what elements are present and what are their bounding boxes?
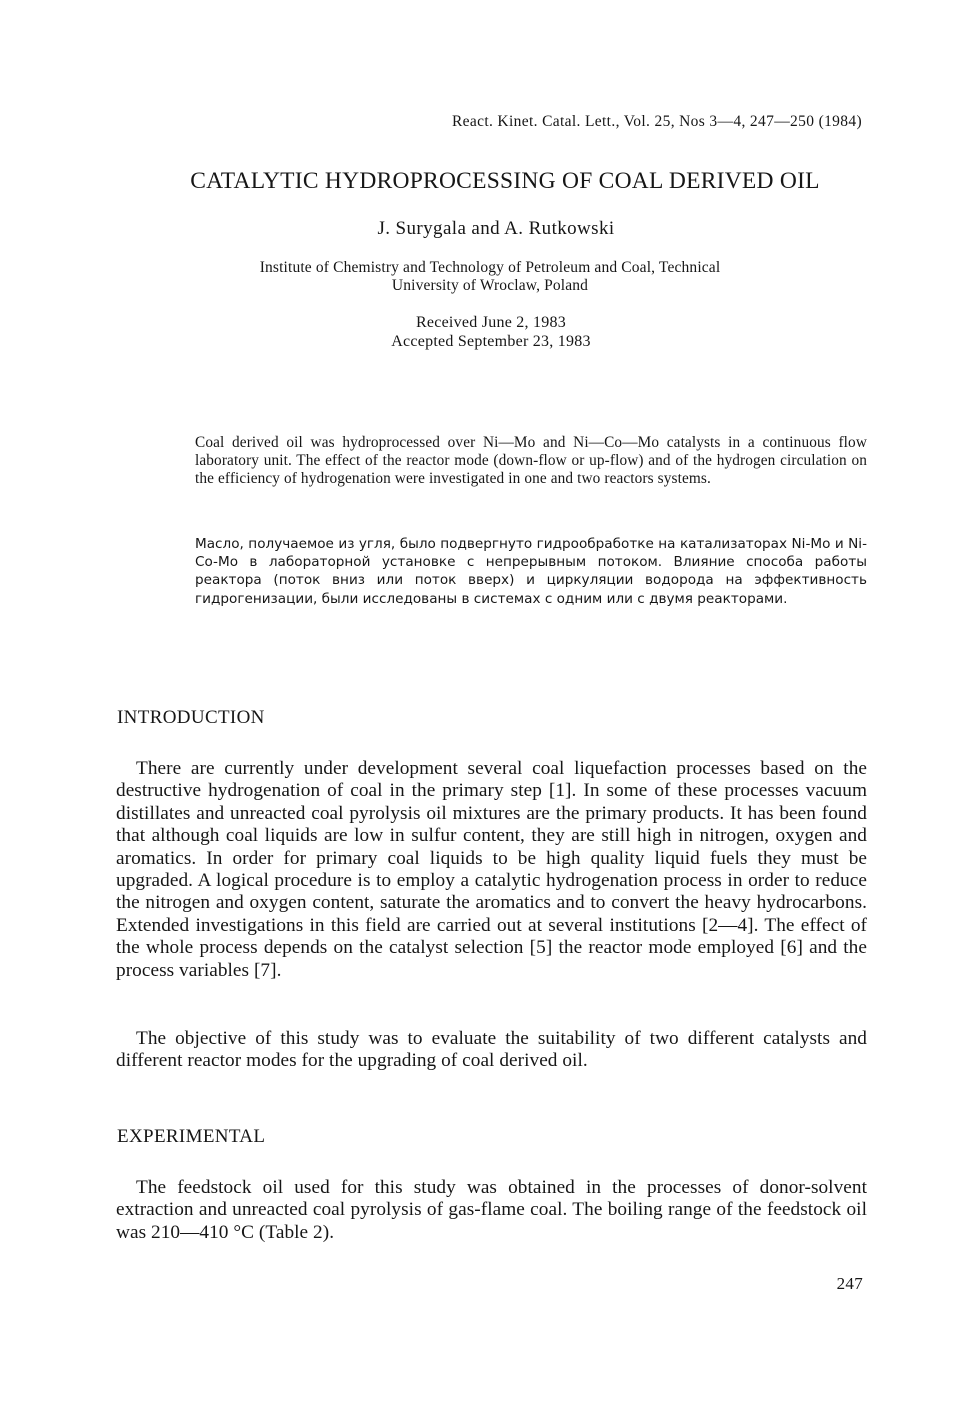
received-date: Received June 2, 1983 [415,314,567,331]
abstract-english: Coal derived oil was hydroprocessed over Ni—Mo and Ni—Co—Mo catalysts in a continuous flow laboratory unit. The effect of the reactor mode (down-flow or up-flow) and of the hydrogen circulation on the efficiency of hydrogenation were investigated in one and two reactors systems. [195,434,867,488]
introduction-paragraph: The objective of this study was to evaluate the suitability of two different catalysts and different reactor modes for the upgrading of coal derived oil. [116,1028,867,1072]
article-authors: J. Surygala and A. Rutkowski [377,218,615,239]
section-heading-introduction: INTRODUCTION [117,707,265,728]
affiliation-line: Institute of Chemistry and Technology of Petroleum and Coal, Technical [259,259,721,276]
page-number: 247 [836,1274,863,1293]
submission-dates [0,313,976,351]
abstract-russian: Масло, получаемое из угля, было подвергнуто гидрообработке на катализаторах Ni-Mo и Ni-Co-Mo в лабораторной установке с непрерывным потоком. Влияние способа работы реактора (поток вниз или поток вверх) и циркуляции водорода на эффективность гидрогенизации, были исследованы в системах с одним или с двумя реакторами. [195,536,867,607]
introduction-paragraph: There are currently under development several coal liquefaction processes based on the destructive hydrogenation of coal in the primary step [1]. In some of these processes vacuum distillates and unreacted coal pyrolysis oil mixtures are the primary products. It has been found that although coal liquids are low in sulfur content, they are still high in nitrogen, oxygen and aromatics. In order for primary coal liquids to be high quality liquid fuels they must be upgraded. A logical procedure is to employ a catalytic hydrogenation process in order to reduce the nitrogen and oxygen content, saturate the aromatics and to convert the heavy hydrocarbons. Extended investigations in this field are carried out at several institutions [2—4]. The effect of the whole process depends on the catalyst selection [5] the reactor mode employed [6] and the process variables [7]. [116,758,867,981]
experimental-paragraph: The feedstock oil used for this study was obtained in the processes of donor-solvent extraction and unreacted coal pyrolysis of gas-flame coal. The boiling range of the feedstock oil was 210—410 °C (Table 2). [116,1177,867,1243]
section-heading-experimental: EXPERIMENTAL [117,1126,266,1147]
author-affiliation [160,259,820,295]
affiliation-line: University of Wroclaw, Poland [391,277,589,294]
article-title: CATALYTIC HYDROPROCESSING OF COAL DERIVED OIL [190,168,820,194]
journal-reference: React. Kinet. Catal. Lett., Vol. 25, Nos 3—4, 247—250 (1984) [451,113,862,130]
accepted-date: Accepted September 23, 1983 [391,333,591,350]
